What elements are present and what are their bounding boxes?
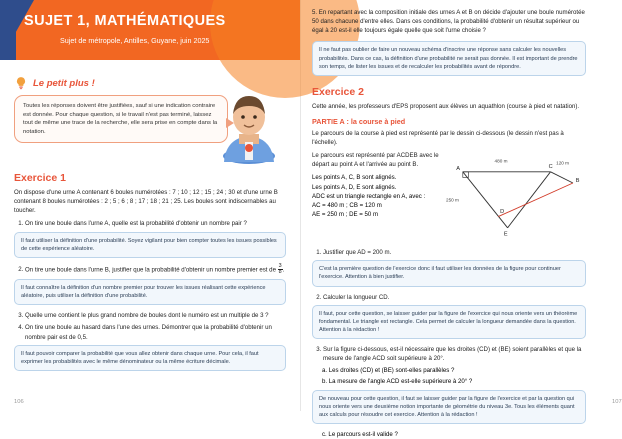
- question-2-text: On tire une boule dans l'urne B, justifier que la probabilité d'obtenir un nombre premier est de: [25, 266, 276, 274]
- question-1: 1. On tire une boule dans l'urne A, quelle est la probabilité d'obtenir un nombre pair ?: [25, 219, 286, 228]
- exercise-2-intro: Cette année, les professeurs d'EPS proposent aux élèves un aquathlon (course à pied et natation).: [312, 102, 580, 110]
- folio-left: 106: [14, 399, 24, 405]
- banner-blue-wedge: [0, 0, 34, 60]
- svg-text:480 m: 480 m: [494, 158, 508, 164]
- hint-2: Il faut connaître la définition d'un nombre premier pour trouver les issues réalisant cette expérience aléatoire, puis utiliser la définition d'une probabilité.: [14, 279, 286, 305]
- partie-a-questions-2: [312, 293, 586, 302]
- right-column: [300, 0, 600, 439]
- exercise-1-title: Exercice 1: [14, 172, 66, 184]
- exercise-1-questions-3: [14, 311, 286, 341]
- partie-a-facts: [312, 173, 442, 219]
- partie-a-title: PARTIE A : la course à pied: [312, 116, 406, 126]
- page-subtitle: Sujet de métropole, Antilles, Guyane, juin 2025: [60, 36, 210, 45]
- partie-a-line-2: Les points A, C, B sont alignés.: [312, 174, 397, 182]
- right-page: [300, 0, 622, 438]
- left-column: [0, 60, 300, 371]
- partie-a-line-3: Les points A, D, E sont alignés.: [312, 183, 397, 191]
- left-page: [0, 0, 300, 411]
- partie-a-line-1: Le parcours est représenté par ACDEB avec le départ au point A et l'arrivée au point B.: [312, 152, 439, 169]
- petit-plus-bubble: Toutes les réponses doivent être justifiées, sauf si une indication contraire est donnée. Pour chaque question, si le travail n'est pas terminé, laissez tout de même une trace de la recherche, elle sera prise en compte dans la notation.: [14, 95, 228, 143]
- fraction-denominator: 8: [278, 269, 282, 276]
- petit-plus-label: Le petit plus !: [33, 77, 95, 89]
- pa-question-1: 1. Justifier que AD = 200 m.: [323, 248, 586, 257]
- svg-text:A: A: [456, 166, 461, 173]
- partie-a-questions: [312, 248, 586, 257]
- hint-3: Il faut pouvoir comparer la probabilité que vous allez obtenir dans chaque urne. Pour cela, il faut exprimer les probabilités avec le même dénominateur ou la même écriture décimale.: [14, 345, 286, 371]
- hint-5: Il ne faut pas oublier de faire un nouveau schéma d'inscrire une réponse sans calculer les nouvelles probabilités. Dans ce cas, la définition d'une probabilité ne serait pas donnée. Il est important de prendre son temps, de lister les issues et de recalculer les probabilités avant de répondre.: [312, 41, 586, 75]
- page-banner: [0, 0, 300, 60]
- pa-hint-1: C'est la première question de l'exercice donc il faut utiliser les données de la figure pour continuer l'exercice. Attention à bien justifier.: [312, 260, 586, 286]
- question-3: 3. Quelle urne contient le plus grand nombre de boules dont le numéro est un multiple de 3 ?: [25, 311, 286, 320]
- exercise-1-questions: [14, 219, 286, 228]
- avatar: [214, 90, 284, 162]
- question-4: 4. On tire une boule au hasard dans l'une des urnes. Démontrer que la probabilité d'obtenir un nombre pair est de 0,5.: [25, 323, 286, 341]
- exercise-1-intro: On dispose d'une urne A contenant 6 boules numérotées : 7 ; 10 ; 12 ; 15 ; 24 ; 30 et d'une urne B contenant 8 boules numérotées : 2 ; 5 ; 6 ; 8 ; 17 ; 18 ; 21 ; 25. Les boules sont indiscernables au toucher.: [14, 189, 278, 215]
- course-figure: [446, 155, 586, 244]
- partie-a-line-6: AE = 250 m ; DE = 50 m: [312, 211, 379, 219]
- question-5: 5. En repartant avec la composition initiale des urnes A et B on décide d'ajouter une boule numérotée 50 dans chacune d'entre elles. Dans ces conditions, la probabilité d'obtenir un résultat supérieur ou égal à 20 est-il elle toujours égale quelle que soit l'urne choisie ?: [312, 9, 585, 35]
- pa-hint-3: De nouveau pour cette question, il faut se laisser guider par la figure de l'exercice et par la question qui nous oriente vers une deuxième notion importante de géométrie du niveau 3e. Tous les éléments quant aux calculs pour résoudre cet exercice. Attention à la rédaction !: [312, 390, 586, 424]
- svg-text:250 m: 250 m: [446, 197, 459, 203]
- pa-question-3-sub-c: c. Le parcours est-il valide ?: [322, 430, 398, 438]
- pa-hint-2: Il faut, pour cette question, se laisser guider par la figure de l'exercice qui nous oriente vers un théorème fondamental. Le triangle est rectangle. Cela permet de calculer la longueur demandée dans la question. Attention à la rédaction !: [312, 305, 586, 339]
- exercise-2-title: Exercice 2: [312, 85, 364, 98]
- svg-text:B: B: [575, 178, 580, 185]
- partie-a-line-5: AC = 480 m ; CB = 120 m: [312, 201, 382, 209]
- petit-plus-block: [14, 76, 286, 162]
- partie-a-line-0: Le parcours de la course à pied est représenté par le dessin ci-dessous (le dessin n'est pas à l'échelle).: [312, 129, 564, 147]
- partie-a-line-4: ADC est un triangle rectangle en A, avec :: [312, 192, 426, 200]
- pa-question-3-sub-b: b. La mesure de l'angle ACD est-elle supérieure à 20° ?: [322, 378, 473, 386]
- question-2: 2. On tire une boule dans l'urne B, justifier que la probabilité d'obtenir un nombre premier est de $\frac{3}{8}$.: [25, 264, 286, 276]
- svg-text:E: E: [503, 231, 508, 238]
- pa-question-3: 3. Sur la figure ci-dessous, est-il nécessaire que les droites (CD) et (BE) soient parallèles et que la mesure de l'angle ACD soit supérieure à 20°.: [323, 345, 586, 363]
- page-title: SUJET 1, MATHÉMATIQUES: [24, 13, 226, 29]
- folio-right: 107: [612, 399, 622, 405]
- svg-text:C: C: [548, 164, 553, 171]
- exercise-1-questions-2: [14, 264, 286, 276]
- pa-question-3-sub-a: a. Les droites (CD) et (BE) sont-elles parallèles ?: [322, 367, 455, 375]
- partie-a-questions-3: [312, 345, 586, 363]
- pa-question-2: 2. Calculer la longueur CD.: [323, 293, 586, 302]
- hint-1: Il faut utiliser la définition d'une probabilité. Soyez vigilant pour bien compter toutes les issues possibles de cette expérience aléatoire.: [14, 232, 286, 258]
- svg-text:120 m: 120 m: [556, 160, 570, 166]
- fraction-numerator: 3: [278, 262, 282, 269]
- petit-plus-title-row: [14, 76, 286, 90]
- question-5-text: En repartant avec la composition initiale des urnes A et B on décide d'ajouter une boule numérotée 50 dans chacune d'entre elles. Dans ces conditions, la probabilité d'obtenir un résultat supérieur ou égal à 20 est-il elle toujours égale quelle que soit l'urne choisie ?: [312, 9, 585, 35]
- fraction-3-8: [278, 264, 283, 276]
- lightbulb-icon: [14, 76, 28, 90]
- svg-text:D: D: [500, 209, 505, 216]
